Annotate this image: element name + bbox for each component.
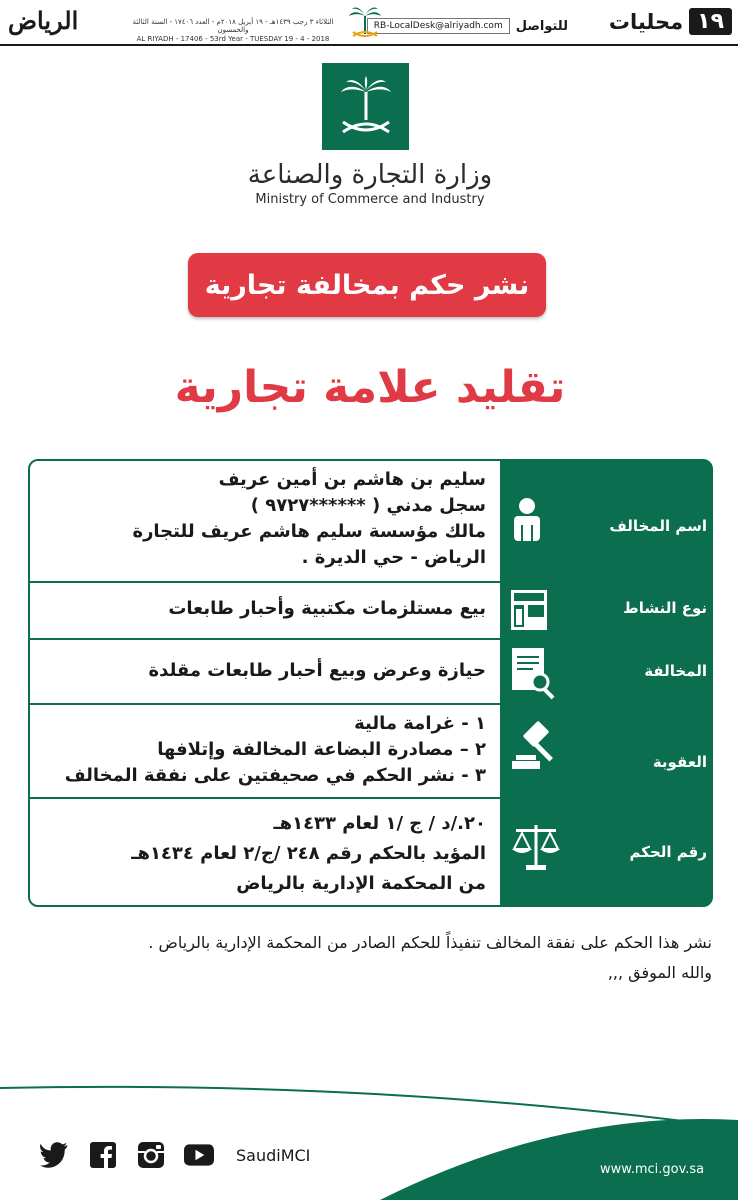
row-label: نوع النشاط	[623, 599, 707, 617]
row-label: المخالفة	[644, 662, 707, 680]
page-section	[609, 8, 732, 35]
person-icon	[510, 497, 544, 541]
row-label-cell	[500, 640, 711, 703]
document-search-icon	[510, 646, 560, 700]
ministry-name-arabic: وزارة التجارة والصناعة	[247, 160, 493, 190]
row-value-cell	[30, 799, 500, 907]
row-label: رقم الحكم	[629, 843, 707, 861]
row-label-cell	[500, 799, 711, 907]
page-number: ١٩	[689, 8, 732, 35]
shop-icon	[510, 589, 548, 631]
row-label-cell	[500, 583, 711, 638]
value-line: الرياض - حي الديرة .	[301, 547, 486, 568]
footnote	[40, 928, 712, 988]
violation-details-table	[28, 459, 713, 907]
value-line: من المحكمة الإدارية بالرياض	[236, 873, 486, 894]
row-value-cell	[30, 461, 500, 581]
dateline	[128, 18, 338, 43]
contact-label: للتواصل	[515, 18, 568, 34]
value-line: بيع مستلزمات مكتبية وأحبار طابعات	[168, 598, 486, 619]
twitter-icon[interactable]	[40, 1140, 70, 1170]
scales-icon	[510, 821, 562, 873]
row-label-cell	[500, 705, 711, 797]
value-line: سليم بن هاشم بن أمين عريف	[218, 469, 486, 490]
newspaper-logo: الرياض	[8, 6, 79, 35]
row-label-cell	[500, 461, 711, 581]
facebook-icon[interactable]	[88, 1140, 118, 1170]
table-row-ruling	[30, 799, 711, 907]
value-line: ٢٠./د / ج /١ لعام ١٤٣٣هـ	[273, 813, 486, 834]
notice-heading: نشر حكم بمخالفة تجارية	[188, 253, 546, 317]
ministry-logo	[322, 63, 409, 150]
table-row-activity	[30, 583, 711, 638]
ministry-name-english: Ministry of Commerce and Industry	[255, 192, 485, 207]
contact-block	[367, 18, 568, 34]
value-line: ١ - غرامة مالية	[354, 713, 486, 734]
dateline-arabic: الثلاثاء ٣ رجب ١٤٣٩هـ - ١٩ أبريل ٢٠١٨م - العدد ١٧٤٠٦ - السنة الثالثة والخمسون	[132, 18, 334, 34]
youtube-icon[interactable]	[184, 1140, 214, 1170]
section-title: محليات	[608, 9, 684, 34]
value-line: حيازة وعرض وبيع أحبار طابعات مقلدة	[148, 660, 486, 681]
social-handle[interactable]: SaudiMCI	[236, 1145, 311, 1165]
value-line: مالك مؤسسة سليم هاشم عريف للتجارة	[132, 521, 486, 542]
dateline-english: AL RIYADH - 17406 - 53rd Year - TUESDAY 19 - 4 - 2018	[136, 35, 330, 43]
palm-swords-icon	[331, 72, 401, 142]
row-label: العقوبة	[652, 753, 707, 771]
social-links	[40, 1140, 310, 1170]
table-row-penalty	[30, 705, 711, 797]
value-line: ٣ - نشر الحكم في صحيفتين على نفقة المخالف	[64, 765, 486, 786]
value-line: ٢ – مصادرة البضاعة المخالفة وإتلافها	[157, 739, 486, 760]
website-link[interactable]: www.mci.gov.sa	[600, 1162, 705, 1177]
palm-emblem-icon	[345, 2, 385, 42]
table-row-violation	[30, 640, 711, 703]
gavel-icon	[510, 719, 562, 773]
row-value-cell	[30, 705, 500, 797]
instagram-icon[interactable]	[136, 1140, 166, 1170]
footnote-closing: والله الموفق ,,,	[607, 963, 712, 982]
footnote-line: نشر هذا الحكم على نفقة المخالف تنفيذاً للحكم الصادر من المحكمة الإدارية بالرياض .	[148, 933, 712, 952]
value-line: سجل مدني ( ******٩٧٢٧ )	[250, 495, 486, 516]
violation-title: تقليد علامة تجارية	[174, 362, 566, 413]
contact-email[interactable]: RB-LocalDesk@alriyadh.com	[367, 18, 510, 34]
table-row-violator	[30, 461, 711, 581]
row-value-cell	[30, 640, 500, 703]
newspaper-header	[0, 0, 738, 46]
row-value-cell	[30, 583, 500, 638]
value-line: المؤيد بالحكم رقم ٢٤٨ /ج/٢ لعام ١٤٣٤هـ	[131, 843, 486, 864]
row-label: اسم المخالف	[609, 517, 707, 535]
